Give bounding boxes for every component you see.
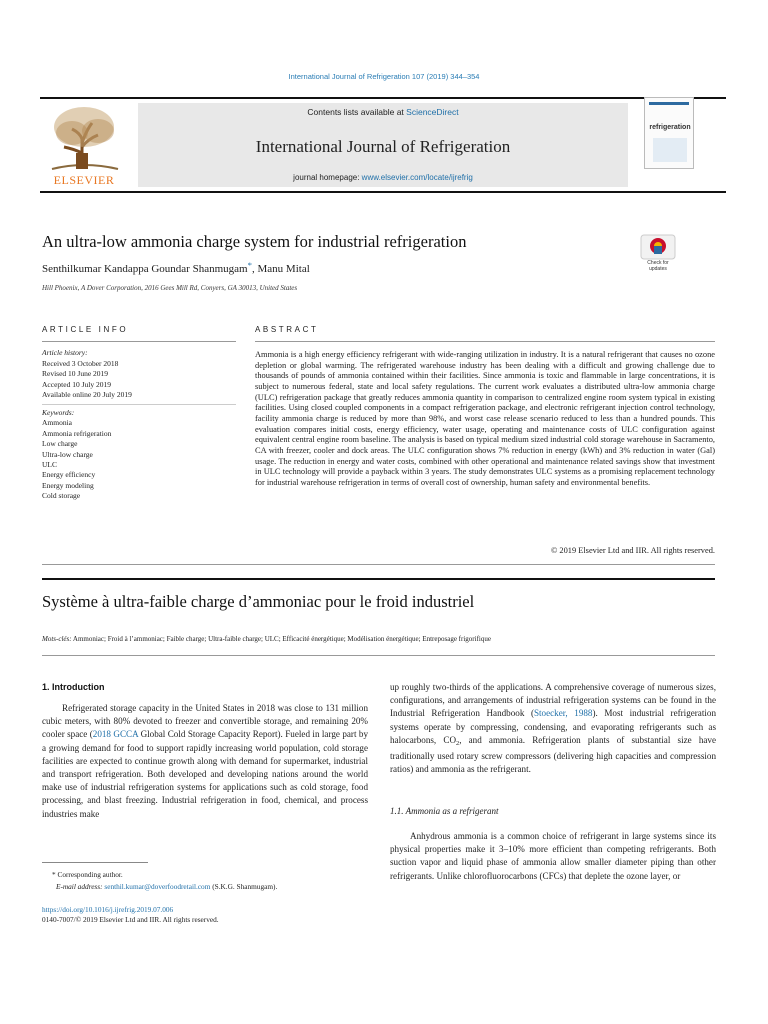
ammonia-paragraph: Anhydrous ammonia is a common choice of refrigerant in large systems since its physical properties make it 3–10% more efficient than competing refrigerants. Both suction vapor and liquid phase of ammonia allow smaller diameter piping than other refrigerants. Unlike chlorofluorocarbons (CFCs) that deplete the ozone layer, or: [390, 831, 716, 881]
keyword-item: Ultra-low charge: [42, 449, 93, 459]
contents-line: [138, 107, 628, 117]
abstract-copyright: © 2019 Elsevier Ltd and IIR. All rights reserved.: [550, 546, 715, 555]
cover-band: [649, 102, 689, 105]
keyword-item: ULC: [42, 460, 57, 470]
keyword-item: Ammonia refrigeration: [42, 428, 112, 438]
keyword-item: Ammonia: [42, 418, 72, 428]
motscles-list: Ammoniac; Froid à l’ammoniac; Faible charge; Ultra-faible charge; ULC; Efficacité énergétique; Modélisation énergétique; Entreposage frigorifique: [71, 635, 491, 643]
header-top-rule: [40, 97, 726, 99]
history-received: Received 3 October 2018: [42, 358, 119, 368]
elsevier-logo: [42, 103, 126, 187]
journal-cover-thumbnail[interactable]: [644, 97, 694, 169]
french-title: Système à ultra-faible charge d’ammoniac pour le froid industriel: [42, 592, 475, 611]
french-section-rule: [42, 655, 715, 656]
header-bottom-rule: [40, 191, 726, 193]
paragraph-text: up roughly two-thirds of the applications. A comprehensive coverage of numerous sizes, configurations, and arrangements of industrial refrigeration systems can be found in the Industrial Refrigeration Handbook (: [390, 682, 716, 719]
homepage-line: [138, 173, 628, 182]
sciencedirect-link[interactable]: ScienceDirect: [406, 107, 459, 117]
history-online: Available online 20 July 2019: [42, 390, 132, 400]
abstract-rule: [255, 341, 715, 342]
footnote-text: Corresponding author.: [55, 870, 123, 879]
check-for-updates-badge[interactable]: [640, 234, 676, 270]
footnote-corresponding: [52, 870, 123, 879]
issn-copyright: 0140-7007/© 2019 Elsevier Ltd and IIR. All rights reserved.: [42, 915, 219, 924]
check-updates-icon: [640, 234, 676, 260]
journal-title: International Journal of Refrigeration: [255, 137, 511, 156]
history-label: Article history:: [42, 348, 88, 357]
history-accepted: Accepted 10 July 2019: [42, 379, 111, 389]
keywords-label: Keywords:: [42, 408, 75, 417]
abstract-text: Ammonia is a high energy efficiency refrigerant with wide-ranging utilization in industry. It is a natural refrigerant that causes no ozone depletion or global warming. The refrigerated warehouse industry has been dealing with a difficult and growing challenge due to thousands of pounds of ammonia contained within their facilities. Since ammonia is toxic and flammable in large concentrations, it is subject to numerous federal, state and local safety regulations. The current work evaluates a distributed ultra-low ammonia charge (ULC) refrigeration package that greatly reduces ammonia quantity in comparison to centralized engine room system typical in existing facilities. Using closed coupled components in a compact refrigeration package, and electronic refrigerant injection control technology, facility ammonia charge is reduced by more than 98%, and worst case release scenario reduced to less than a hundred pounds. This evaluation compares initial costs, energy efficiency, water usage, operating and maintenance costs of ULC configuration against equivalent central engine room baseline. The analysis is based on typical medium sized industrial cold storage warehouse in Sacramento, CA with freezer, cooler and dock areas. The ULC configuration shows 7% reduction in energy (kWh) and 3% reduction in water (Gal) usage. The reduction in energy and water costs, combined with other operational and maintenance related savings show that investment in ULC technology will provide a payback within 3 years. The study demonstrates ULC systems as a promising replacement technology for industrial warehouse refrigeration in terms of overall cost of ownership, human safety and environmental benefits.: [255, 350, 715, 487]
article-info-rule: [42, 341, 236, 342]
contents-prefix: Contents lists available at: [307, 107, 407, 117]
cover-image: [653, 138, 687, 162]
corresponding-author-mark[interactable]: *: [247, 260, 253, 270]
article-history: [42, 348, 232, 401]
intro-paragraph-continued: [390, 681, 716, 776]
doi-link[interactable]: https://doi.org/10.1016/j.ijrefrig.2019.07.006: [42, 905, 174, 914]
keywords-list: [42, 408, 232, 502]
journal-header: [40, 97, 726, 193]
abstract-heading: ABSTRACT: [255, 325, 319, 334]
paragraph-text: ). Most industrial refrigeration systems operate by compressing, condensing, and evaporating refrigerants such as halocarbons, CO: [390, 708, 716, 745]
keyword-item: Energy efficiency: [42, 470, 96, 480]
french-keywords: [42, 635, 491, 643]
cover-title: refrigeration: [649, 124, 691, 131]
article-title: An ultra-low ammonia charge system for industrial refrigeration: [42, 232, 467, 251]
stoecker-citation-link[interactable]: Stoecker, 1988: [533, 708, 593, 719]
author-separator: ,: [252, 263, 258, 275]
keyword-item: Low charge: [42, 439, 78, 449]
affiliation: Hill Phoenix, A Dover Corporation, 2016 Gees Mill Rd, Conyers, GA 30013, United States: [42, 284, 298, 292]
keyword-item: Cold storage: [42, 491, 81, 501]
keyword-item: Energy modeling: [42, 480, 94, 490]
history-revised: Revised 10 June 2019: [42, 369, 109, 379]
subsection-heading: 1.1. Ammonia as a refrigerant: [390, 806, 499, 816]
keywords-rule: [42, 404, 236, 405]
footnote-star: *: [52, 870, 56, 879]
email-label: E-mail address:: [56, 882, 103, 891]
footnote-email: [56, 882, 277, 891]
check-updates-label: Check for updates: [647, 260, 669, 272]
paragraph-text: , and ammonia. Refrigeration plants of substantial size have traditionally used rotary screw compressors (delivering high capacities and compression ratios) and ammonia as the refrigerant.: [390, 734, 716, 775]
co2-subscript: 2: [456, 739, 460, 747]
gcca-citation-link[interactable]: 2018 GCCA: [92, 729, 139, 740]
homepage-prefix: journal homepage:: [293, 173, 362, 182]
motscles-label: Mots-clés:: [42, 635, 72, 643]
paragraph-text: Global Cold Storage Capacity Report). Fueled in large part by a growing demand for food to support rapidly increasing world population, cold storage facilities are expected to continue growth along with demand for supermarket, industrial and transport refrigeration. Both developed and developing nations around the world make use of industrial refrigeration systems for applications such as cold storage, food processing, and blast freezing. Industrial refrigeration in food, chemical, and process industries make: [42, 729, 368, 819]
article-info-heading: ARTICLE INFO: [42, 325, 129, 334]
elsevier-wordmark: ELSEVIER: [53, 173, 115, 187]
journal-banner: [138, 103, 628, 187]
journal-homepage-link[interactable]: www.elsevier.com/locate/ijrefrig: [361, 173, 473, 182]
email-link[interactable]: senthil.kumar@doverfoodretail.com: [104, 882, 211, 891]
authors-line: [42, 260, 310, 275]
abstract-bottom-rule: [42, 564, 715, 565]
french-section-top-rule: [42, 578, 715, 580]
author-mital[interactable]: Manu Mital: [257, 263, 310, 275]
intro-paragraph-1: [42, 702, 368, 821]
introduction-heading: 1. Introduction: [42, 682, 105, 692]
email-suffix: (S.K.G. Shanmugam).: [210, 882, 278, 891]
footnote-rule: [42, 862, 148, 863]
author-shanmugam[interactable]: Senthilkumar Kandappa Goundar Shanmugam: [42, 263, 248, 275]
journal-citation-line: International Journal of Refrigeration 107 (2019) 344–354: [288, 72, 480, 81]
paragraph-text: Refrigerated storage capacity in the United States in 2018 was close to 131 million cubic meters, with 80% devoted to freezer and convertible storage, and remaining 20% cooler space (: [42, 703, 368, 740]
